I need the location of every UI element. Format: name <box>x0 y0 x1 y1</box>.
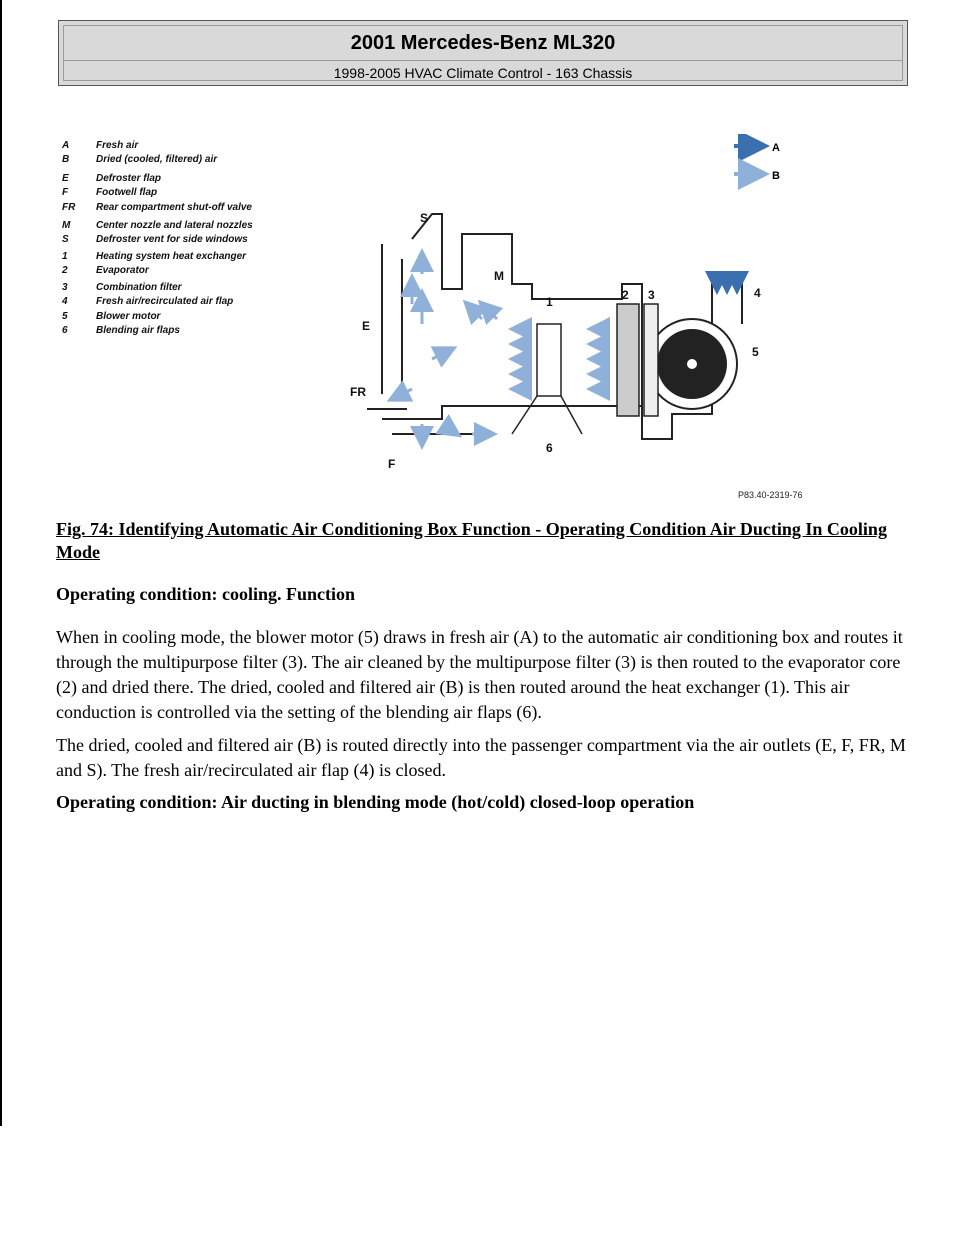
label-e: E <box>362 319 371 333</box>
paragraph-cooling-function: When in cooling mode, the blower motor (5) draws in fresh air (A) to the automatic air conditioning box and routes it through the multipurpose filter (3). The air cleaned by the multipurpose filter (3) is then routed to the evaporator core (2) and dried there. The dried, cooled and filtered air (B) is then routed around the heat exchanger (1). This air conduction is controlled via the setting of the blending air flaps (6). <box>56 627 903 722</box>
page-header <box>58 20 908 86</box>
label-6: 6 <box>546 441 553 455</box>
combination-filter <box>644 304 658 416</box>
label-3: 3 <box>648 288 655 302</box>
page-header-subtitle: 1998-2005 HVAC Climate Control - 163 Chassis <box>333 65 633 81</box>
label-fr: FR <box>350 385 366 399</box>
label-4: 4 <box>754 286 761 300</box>
section-heading-blending: Operating condition: Air ducting in blending mode (hot/cold) closed-loop operation <box>56 792 695 812</box>
page-header-inner <box>63 25 903 81</box>
label-a: A <box>772 142 780 154</box>
figure-code: P83.40-2319-76 <box>738 490 803 500</box>
label-1: 1 <box>546 295 553 309</box>
section-heading-cooling: Operating condition: cooling. Function <box>56 584 356 604</box>
hvac-cooling-mode-diagram: A Fresh air B Dried (cooled, filtered) air E Defroster flap F Footwell flap FR Rear compartment shut-off valve M Center nozzle and lateral nozzles S Defroster vent for side windows 1 Heating system heat exchanger 2 Evaporator 3 Combination filter 4 Fresh air/recirculated air flap 5 Blower motor 6 Blending air flaps A B S M E FR F 1 2 3 4 5 6 P83.40-2319-76 <box>62 134 822 504</box>
page-left-rule <box>0 0 2 1126</box>
label-f: F <box>388 457 396 471</box>
label-s: S <box>420 211 429 225</box>
label-m: M <box>494 269 504 283</box>
fresh-air-flow <box>717 272 737 289</box>
page-bottom-band <box>0 1126 960 1242</box>
paragraph-air-outlets: The dried, cooled and filtered air (B) is routed directly into the passenger compartment via the air outlets (E, F, FR, M and S). The fresh air/recirculated air flap (4) is closed. <box>56 735 906 780</box>
heat-exchanger <box>537 324 561 396</box>
airflow-schematic <box>62 134 822 504</box>
header-divider <box>64 60 902 61</box>
label-2: 2 <box>622 288 629 302</box>
figure-caption: Fig. 74: Identifying Automatic Air Conditioning Box Function - Operating Condition Air Ducting In Cooling Mode <box>56 519 887 562</box>
evaporator <box>617 304 639 416</box>
page-header-title: 2001 Mercedes-Benz ML320 <box>350 32 616 54</box>
label-b: B <box>772 170 780 182</box>
label-5: 5 <box>752 345 759 359</box>
